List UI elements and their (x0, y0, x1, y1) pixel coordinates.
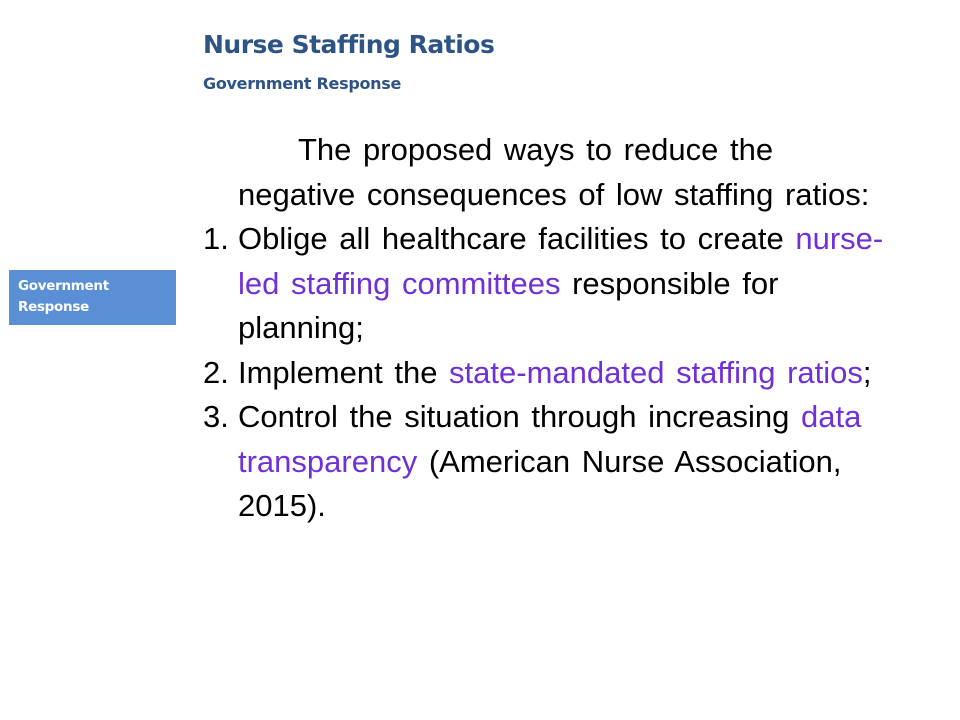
slide-subtitle: Government Response (203, 74, 402, 93)
list-item (200, 351, 900, 396)
steps-list (200, 217, 900, 529)
list-item (200, 217, 900, 351)
item-highlight: state-mandated staffing ratios (449, 354, 863, 390)
slide-title: Nurse Staffing Ratios (203, 30, 495, 59)
list-item (200, 395, 900, 529)
item-text-before: Control the situation through increasing (238, 399, 801, 434)
intro-paragraph: The proposed ways to reduce the negative consequences of low staffing ratios: (238, 132, 870, 212)
side-tab-label-line2: Response (18, 299, 89, 315)
list-number: 1. (203, 221, 229, 256)
list-number: 3. (203, 399, 229, 434)
side-tab-label-line1: Government (18, 278, 109, 294)
item-highlight: data transparency (238, 399, 862, 479)
item-highlight: nurse-led staffing committees (238, 221, 884, 301)
item-text-after: (American Nurse Association, 2015). (238, 443, 842, 523)
list-number: 2. (203, 354, 229, 390)
item-text-after: ; (862, 354, 872, 390)
item-text-before: Implement the (238, 354, 450, 390)
slide-body (200, 128, 900, 529)
item-text-after: responsible for planning; (238, 265, 779, 345)
side-section-tab[interactable] (9, 270, 176, 325)
item-text-before: Oblige all healthcare facilities to create (238, 221, 796, 256)
